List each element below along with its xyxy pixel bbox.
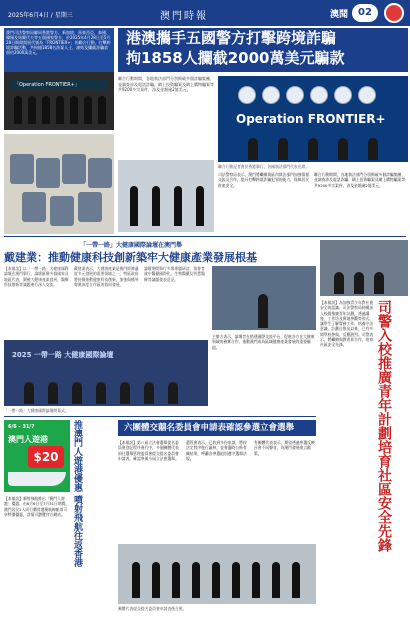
evidence-bag [22, 192, 46, 222]
ad-price: $20 [28, 446, 64, 468]
person-figure [272, 562, 280, 598]
police-badge-icon [262, 86, 280, 104]
lead-body-col1: 聯合行動期間，各地執法部門分別搗破多個詐騙集團，並調查涉及電話詐騙、網上投資騙案及網上購物騙案等共9200多宗案件，涉及金額逾2億美元。 [118, 76, 214, 93]
story3-body-col2: 選管會表示，已收到多份申請，將按法定程序進行審核，並會適時公佈有關結果，呼籲各參選組別遵守選舉法規。 [186, 440, 247, 461]
person-figure [14, 96, 22, 124]
evidence-bag [36, 158, 60, 188]
person-figure [354, 272, 364, 294]
ad-date-range: 6/6 - 31/7 [8, 424, 35, 430]
round-red-emblem-icon [384, 3, 404, 23]
lead-photo-seized-items [4, 134, 114, 234]
evidence-bag [88, 158, 112, 188]
person-figure [70, 96, 78, 124]
evidence-bag [78, 192, 102, 222]
issue-date: 2025年6月4日 / 星期三 [8, 12, 73, 19]
vertical-story-body: 【本報訊】為加強青少年對社會安全的認識，司法警察局持續深入校園推廣青年計劃，透過講座、工作坊及實地參觀等形式，讓學生了解警務工作，培養守法意識。計劃自推出以來，已有多間學校參與，反應熱烈。司警表示，將繼續與教育界合作，培育社區安全先鋒。 [320, 300, 374, 348]
evidence-bag [50, 196, 74, 226]
ad-title: 澳門人遊港 [8, 435, 48, 444]
story2-headline: 戴建業：推動健康科技創新築牢大健康產業發展根基 [4, 251, 257, 264]
police-badge-icon [286, 86, 304, 104]
person-figure [212, 562, 220, 598]
ad-body: 【本報訊】噴射飛航推出「澳門人遊港」優惠，由6月6日至7月31日期間，澳門居民2人同行購買港澳航線船票可享特價優惠，詳情可瀏覽官方網站。 [4, 496, 70, 517]
person-figure [168, 382, 178, 404]
person-figure [252, 562, 260, 598]
evidence-bag [62, 154, 86, 184]
story3-group-photo [118, 544, 316, 604]
lead-photo-officers [118, 160, 214, 232]
story2-photo-forum [4, 340, 208, 406]
story2-body-col2: 戴建業表示，大健康產業是澳門經濟適度多元發展的重要領域之一，特區政府將持續推動健康科技創新，加強與橫琴粵澳深度合作區的協同發展。 [74, 266, 139, 287]
lead-photo-stage [218, 76, 408, 162]
lead-headline [118, 28, 408, 72]
lead-body-intro: 澳門司法警察局聯同香港警方、新加坡、馬來西亞、泰國、韓國及馬爾代夫等五個國家警方，於2025年4月28日至5月28日期間開展代號為「FRONTIER+」的聯合行動，打擊跨境詐騙活動，共拘捕1858名涉案人士，凍結及攔截涉騙款項約2000萬美元。 [4, 28, 114, 72]
police-badge-icon [238, 86, 256, 104]
lead-headline-line1: 港澳攜手五國警方打擊跨境詐騙 [126, 29, 337, 47]
ad-side-headline [72, 420, 114, 610]
lead-headline-line2: 拘1858人攔截2000萬美元騙款 [126, 49, 345, 67]
story2-photo-speaker [212, 266, 316, 330]
person-figure [132, 562, 140, 598]
person-figure [56, 96, 64, 124]
person-figure [248, 138, 258, 160]
person-figure [338, 138, 348, 160]
section-divider [4, 236, 406, 237]
masthead [0, 0, 410, 26]
lead-body-col2: 司法警察局表示，澳門將繼續與區內執法部門加強情報交流及合作，提升打擊跨境詐騙犯罪的能力，保障居民財產安全。 [218, 172, 310, 188]
ferry-icon [8, 472, 66, 486]
forum-stage-text: 2025 一帶一路 大健康國際論壇 [12, 351, 114, 359]
story2-body-right: 主辦方表示，論壇旨在搭建國際交流平台，促進各方在大健康領域的務實合作，推動澳門成為區域健康產業發展的重要樞紐。 [212, 334, 315, 350]
section-name: 澳聞 [330, 10, 349, 20]
person-figure [152, 186, 160, 226]
story3-caption: 團體代表提交提名委員會申請表後合照。 [118, 606, 187, 611]
person-figure [96, 382, 106, 404]
person-figure [84, 96, 92, 124]
person-figure [48, 382, 58, 404]
person-figure [196, 186, 204, 226]
police-badge-icon [334, 86, 352, 104]
person-figure [28, 96, 36, 124]
story3-body-col1: 【本報訊】第八屆立法會選舉提名委員會登記程序進行中，多個團體代表前往選舉管理委員會提交提名委員會申請表，確認參與今屆立法會選舉。 [118, 440, 179, 461]
person-figure [120, 382, 130, 404]
person-figure [172, 562, 180, 598]
story3-headline: 六團體交囍名委員會申請表確認參選立會選舉 [118, 420, 316, 436]
lead-body-col3: 聯合行動期間，各地執法部門分別搗破多個詐騙集團，並調查涉及電話詐騙、網上投資騙案及網上購物騙案等共9200多宗案件，涉及金額逾2億美元。 [314, 172, 406, 188]
person-figure [374, 272, 384, 294]
lead-photo-banner: 「Operation FRONTIER+」 [10, 80, 108, 90]
vertical-headline-text: 司警入校推廣青年計劃培育社區安全先鋒 [376, 300, 392, 552]
police-badge-icon [310, 86, 328, 104]
person-figure [368, 138, 378, 160]
person-figure [192, 562, 200, 598]
paper-name: 澳門時報 [160, 11, 208, 22]
evidence-bag [10, 154, 34, 184]
person-figure [98, 96, 106, 124]
person-figure [278, 138, 288, 160]
ad-side-text: 推澳門人遊港優惠 噴射飛航往返香港 [72, 420, 82, 568]
person-figure [72, 382, 82, 404]
person-figure [232, 562, 240, 598]
story2-body-col3: 論壇期間舉行多場專題研討，與會者就中醫藥國際化、生物醫藥及智慧醫療等議題發表意見。 [144, 266, 205, 282]
person-figure [42, 96, 50, 124]
person-figure [130, 186, 138, 226]
stage-title: Operation FRONTIER+ [236, 112, 386, 126]
story2-caption: 「一帶一路」大健康國際論壇開幕式。 [4, 408, 69, 413]
person-figure [174, 186, 182, 226]
vertical-story-headline [376, 300, 408, 614]
person-figure [144, 382, 154, 404]
section-divider [4, 416, 316, 417]
lead-photo-press [4, 28, 114, 130]
vertical-story-photo [320, 240, 408, 296]
person-figure [292, 562, 300, 598]
person-figure [258, 294, 268, 328]
person-figure [24, 382, 34, 404]
page-number: 02 [352, 4, 378, 22]
story3-body-col3: 有團體代表表示，期望透過參選反映社會不同聲音，為澳門發展建言獻策。 [254, 440, 315, 456]
ferry-advertisement [4, 420, 70, 492]
police-badge-icon [358, 86, 376, 104]
person-figure [308, 138, 318, 160]
story2-kicker: 「一帶一路」大健康國際論壇在澳門舉 [80, 242, 183, 249]
person-figure [152, 562, 160, 598]
lead-stage-caption: 聯合行動記者會於香港舉行，各國執法部門代表出席。 [218, 164, 310, 169]
person-figure [334, 272, 344, 294]
story2-body-col1: 【本報訊】以「一帶一路」大健康國際論壇在澳門舉行，論壇匯聚多個國家及地區代表，圍繞大健康產業發展、醫療科技創新等議題進行深入交流。 [4, 266, 69, 287]
